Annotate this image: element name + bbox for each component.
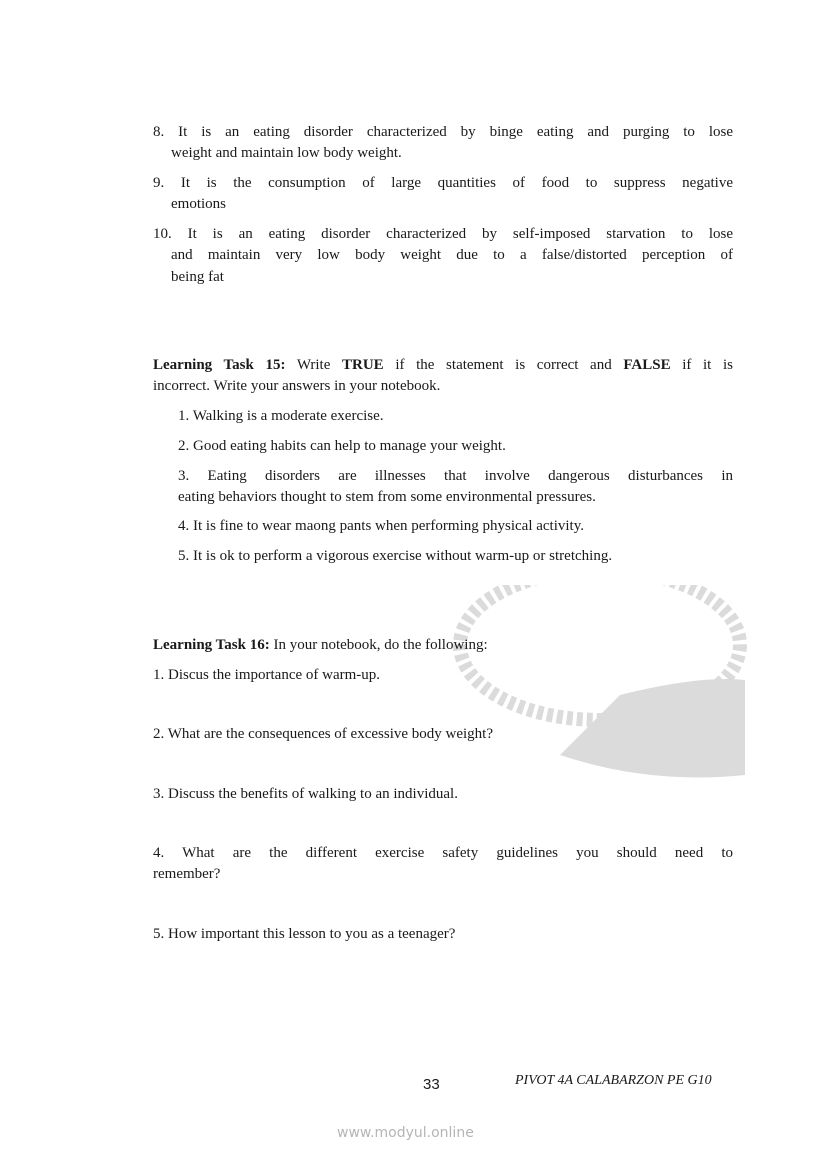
- task15-item: 3. Eating disorders are illnesses that involve dangerous disturbances in: [178, 468, 733, 484]
- question-9-line-2: emotions: [171, 196, 226, 212]
- task15-text: if the statement is correct and: [383, 357, 624, 373]
- task16-instruction: [153, 635, 488, 655]
- task15-text: if it is: [670, 357, 733, 373]
- page-number: 33: [423, 1076, 440, 1093]
- website-watermark: www.modyul.online: [337, 1125, 474, 1141]
- task16-item-cont: remember?: [153, 866, 221, 882]
- task16-label: Learning Task 16:: [153, 637, 270, 653]
- true-word: TRUE: [342, 357, 384, 373]
- task16-item: 1. Discus the importance of warm-up.: [153, 667, 381, 683]
- task15-item: 5. It is ok to perform a vigorous exercise without warm-up or stretching.: [178, 548, 613, 564]
- question-10-line-3: being fat: [171, 269, 224, 285]
- task15-text: Write: [285, 357, 342, 373]
- seal-watermark: [450, 585, 750, 785]
- task15-item: 4. It is fine to wear maong pants when performing physical activity.: [178, 518, 585, 534]
- task15-item: 1. Walking is a moderate exercise.: [178, 408, 384, 424]
- task16-item: 2. What are the consequences of excessive body weight?: [153, 726, 494, 742]
- task15-item: 2. Good eating habits can help to manage your weight.: [178, 438, 506, 454]
- question-9-line-1: 9. It is the consumption of large quantities of food to suppress negative: [153, 175, 733, 191]
- task15-item-cont: eating behaviors thought to stem from some environmental pressures.: [178, 489, 596, 505]
- question-10-line-1: 10. It is an eating disorder characterized by self-imposed starvation to lose: [153, 226, 733, 242]
- question-10-line-2: and maintain very low body weight due to a false/distorted perception of: [171, 247, 733, 263]
- false-word: FALSE: [623, 357, 671, 373]
- task16-item: 4. What are the different exercise safety guidelines you should need to: [153, 845, 733, 861]
- task15-label: Learning Task 15:: [153, 357, 286, 373]
- question-8-line-1: 8. It is an eating disorder characterized by binge eating and purging to lose: [153, 124, 733, 140]
- task15-instruction: [153, 355, 733, 375]
- footer-title: PIVOT 4A CALABARZON PE G10: [515, 1073, 712, 1088]
- task16-text: In your notebook, do the following:: [269, 637, 488, 653]
- task16-item: 5. How important this lesson to you as a teenager?: [153, 926, 456, 942]
- task16-item: 3. Discuss the benefits of walking to an individual.: [153, 786, 458, 802]
- question-8-line-2: weight and maintain low body weight.: [171, 145, 402, 161]
- task15-instruction-line-2: incorrect. Write your answers in your notebook.: [153, 378, 441, 394]
